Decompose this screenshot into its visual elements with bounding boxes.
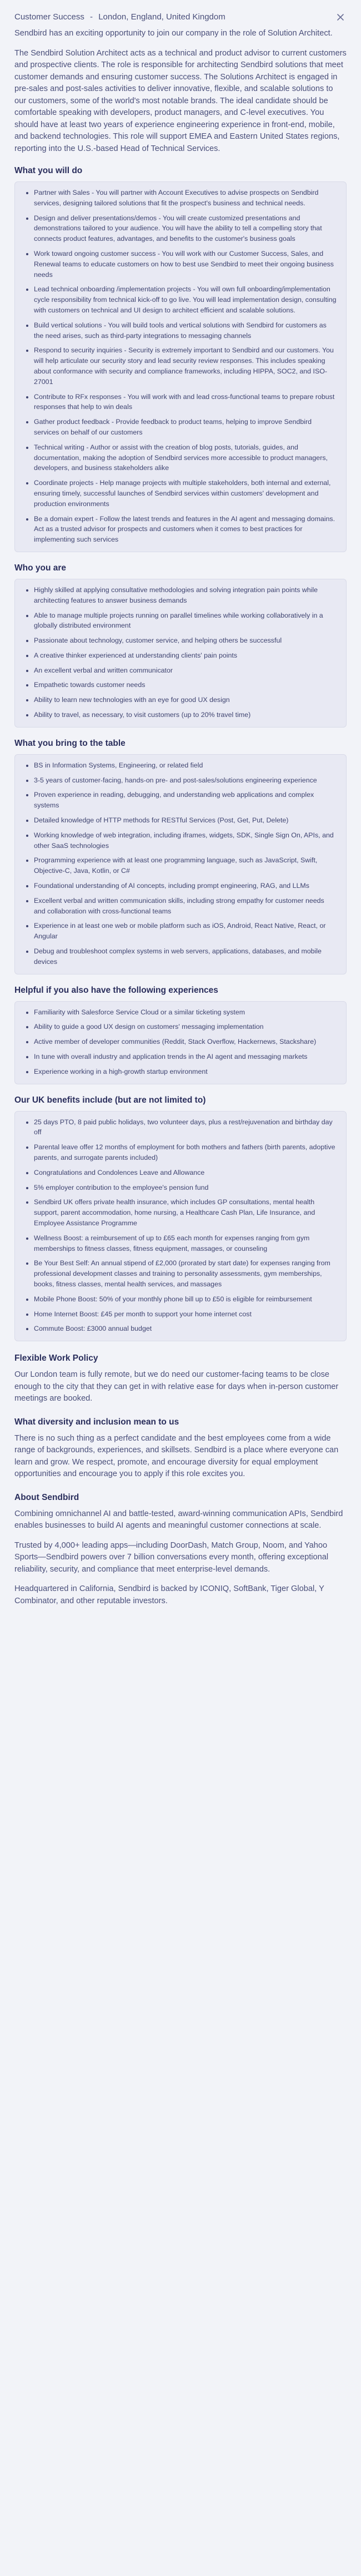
bullet-item: • Empathetic towards customer needs (34, 680, 337, 690)
job-section (14, 986, 347, 1084)
company-section (14, 1353, 347, 1405)
bullet-item: • Highly skilled at applying consultative methodologies and solving integration pain points while architecting features to answer business demands (34, 585, 337, 606)
bullet-item: • Excellent verbal and written communication skills, including strong empathy for customer needs and collaboration with cross-functional teams (34, 896, 337, 917)
bullet-item: • Coordinate projects - Help manage projects with multiple stakeholders, both internal and external, ensuring timely, successful launches of Sendbird services within customers' development and production environments (34, 478, 337, 509)
bullet-item: • Be Your Best Self: An annual stipend of £2,000 (prorated by start date) for expenses ranging from professional development classes and training to personality assessments, gym memberships, books, fitness classes, mental health services, and massages (34, 1258, 337, 1289)
section-heading: What diversity and inclusion mean to us (14, 1417, 179, 1427)
section-heading: Who you are (14, 563, 67, 573)
section-heading: About Sendbird (14, 1492, 79, 1502)
bullet-item: • Proven experience in reading, debugging, and understanding web applications and complex systems (34, 790, 337, 811)
bullet-item: • Home Internet Boost: £45 per month to support your home internet cost (34, 1309, 337, 1320)
bullet-item: • Passionate about technology, customer service, and helping others be successful (34, 635, 337, 646)
bullet-list (24, 1007, 337, 1077)
requirements-sections (14, 166, 347, 1341)
bullet-item: • Debug and troubleshoot complex systems in web servers, applications, databases, and mobile devices (34, 946, 337, 967)
bullet-item: • Experience in at least one web or mobile platform such as iOS, Android, React Native, React, or Angular (34, 921, 337, 942)
bullet-item: • Gather product feedback - Provide feedback to product teams, helping to improve Sendbird services on behalf of our customers (34, 417, 337, 438)
bullet-item: • Respond to security inquiries - Security is extremely important to Sendbird and our customers. You will help articulate our security story and lead security review responses. This includes speaking about conformance with security and compliance frameworks, including HIPPA, SOC2, and ISO-27001 (34, 345, 337, 387)
bullet-list (24, 585, 337, 720)
bullet-item: • 5% employer contribution to the employee's pension fund (34, 1183, 337, 1193)
job-section (14, 166, 347, 552)
section-heading: What you bring to the table (14, 738, 126, 748)
section-paragraph: Headquartered in California, Sendbird is backed by ICONIQ, SoftBank, Tiger Global, Y Combinator, and other reputable investors. (14, 1584, 324, 1605)
bullet-item: • Sendbird UK offers private health insurance, which includes GP consultations, mental health support, parent accommodation, home nursing, a Healthcare Cash Plan, Life Insurance, and Employee Assistance Programme (34, 1197, 337, 1228)
intro-paragraph: The Sendbird Solution Architect acts as a technical and product advisor to current customers and prospective clients. The role is responsible for architecting Sendbird solutions that meet customer demands and ensuring customer success. The Solutions Architect is engaged in pre-sales and post-sales activities to deliver innovative, flexible, and scalable solutions to our customers, some of the world's most notable brands. The ideal candidate should be comfortable speaking with developers, product managers, and C-level executives. You should have at least two years of experience engineering experience in front-end, mobile, and backend technologies. This role will support EMEA and Eastern United States regions, reporting into the U.S.-based Head of Technical Services. (14, 48, 347, 153)
bullet-item: • Ability to travel, as necessary, to visit customers (up to 20% travel time) (34, 710, 337, 720)
section-card (14, 754, 347, 974)
bullet-item: • Active member of developer communities (Reddit, Stack Overflow, Hackernews, Stackshare) (34, 1037, 337, 1047)
section-heading: Helpful if you also have the following experiences (14, 985, 218, 995)
section-card (14, 579, 347, 728)
bullet-item: • Familiarity with Salesforce Service Cloud or a similar ticketing system (34, 1007, 337, 1018)
job-section (14, 563, 347, 728)
bullet-item: • Foundational understanding of AI concepts, including prompt engineering, RAG, and LLMs (34, 881, 337, 891)
bullet-item: • Detailed knowledge of HTTP methods for RESTful Services (Post, Get, Put, Delete) (34, 815, 337, 826)
close-button[interactable] (334, 11, 347, 23)
section-card (14, 1111, 347, 1342)
bullet-item: • A creative thinker experienced at understanding clients' pain points (34, 650, 337, 661)
bullet-item: • Ability to learn new technologies with an eye for good UX design (34, 695, 337, 705)
company-sections (14, 1353, 347, 1607)
section-paragraph: Trusted by 4,000+ leading apps—including DoorDash, Match Group, Noom, and Yahoo Sports—Sendbird powers over 7 billion conversations every month, offering exceptional reliability, security, and compliance that meet enterprise-level demands. (14, 1540, 329, 1574)
bullet-item: • An excellent verbal and written communicator (34, 665, 337, 676)
bullet-list (24, 188, 337, 545)
bullet-item: • In tune with overall industry and application trends in the AI agent and messaging markets (34, 1052, 337, 1062)
bullet-item: • Partner with Sales - You will partner with Account Executives to advise prospects on Sendbird services, designing tailored solutions that fit the prospect's business and technical needs. (34, 188, 337, 209)
bullet-item: • BS in Information Systems, Engineering, or related field (34, 760, 337, 771)
bullet-item: • Congratulations and Condolences Leave and Allowance (34, 1168, 337, 1178)
section-card (14, 181, 347, 552)
bullet-item: • Able to manage multiple projects running on parallel timelines while working collaboratively in a globally distributed environment (34, 610, 337, 632)
bullet-list (24, 760, 337, 967)
bullet-item: • Lead technical onboarding /implementation projects - You will own full onboarding/implementation cycle responsibility from technical kick-off to go live. You will lead implementation design, consulting with customers on technical and UI design to architect efficient and scalable solutions. (34, 284, 337, 315)
intro-paragraph: Sendbird has an exciting opportunity to join our company in the role of Solution Architect. (14, 29, 333, 38)
company-section (14, 1493, 347, 1608)
bullet-item: • Commute Boost: £3000 annual budget (34, 1324, 337, 1334)
location-label: London, England, United Kingdom (98, 12, 225, 22)
bullet-item: • Ability to guide a good UX design on customers' messaging implementation (34, 1022, 337, 1032)
section-paragraph: Our London team is fully remote, but we do need our customer-facing teams to be close enough to the city that they can get in with relative ease for days when in-person customer meetings are booked. (14, 1370, 339, 1403)
bullet-item: • Parental leave offer 12 months of employment for both mothers and fathers (birth parents, adoptive parents, and surrogate parents included) (34, 1142, 337, 1163)
bullet-item: • 25 days PTO, 8 paid public holidays, two volunteer days, plus a rest/rejuvenation and birthday day off (34, 1117, 337, 1138)
job-section (14, 1095, 347, 1342)
bullet-item: • Working knowledge of web integration, including iframes, widgets, SDK, Single Sign On, APIs, and other SaaS technologies (34, 830, 337, 851)
bullet-item: • Wellness Boost: a reimbursement of up to £65 each month for expenses ranging from gym memberships to fitness classes, fitness equipment, massages, or counseling (34, 1233, 337, 1254)
bullet-item: • Design and deliver presentations/demos - You will create customized presentations and demonstrations tailored to your audience. You will have the ability to tell a compelling story that connects product features, advantages, and benefits to the customer's business goals (34, 213, 337, 244)
section-paragraph: There is no such thing as a perfect candidate and the best employees come from a wide range of backgrounds, experiences, and skillsets. Sendbird is a place where everyone can learn and grow. We respect, promote, and encourage diversity for equal employment opportunities and encourage you to apply if this role excites you. (14, 1433, 339, 1479)
job-section (14, 739, 347, 974)
company-section (14, 1417, 347, 1481)
section-heading: Our UK benefits include (but are not limited to) (14, 1095, 206, 1105)
bullet-item: • Mobile Phone Boost: 50% of your monthly phone bill up to £50 is eligible for reimbursement (34, 1294, 337, 1305)
bullet-item: • Programming experience with at least one programming language, such as JavaScript, Swift, Objective-C, Java, Kotlin, or C# (34, 855, 337, 876)
section-card (14, 1001, 347, 1084)
bullet-item: • Contribute to RFx responses - You will work with and lead cross-functional teams to prepare robust responses that help to win deals (34, 392, 337, 413)
bullet-item: • 3-5 years of customer-facing, hands-on pre- and post-sales/solutions engineering experience (34, 775, 337, 786)
bullet-item: • Experience working in a high-growth startup environment (34, 1067, 337, 1077)
meta-separator: - (90, 12, 93, 22)
bullet-item: • Work toward ongoing customer success - You will work with our Customer Success, Sales, and Renewal teams to educate customers on how to best use Sendbird to meet their ongoing business needs (34, 249, 337, 280)
bullet-list (24, 1117, 337, 1335)
department-label: Customer Success (14, 12, 84, 22)
bullet-item: • Be a domain expert - Follow the latest trends and features in the AI agent and messaging domains. Act as a trusted advisor for prospects and customers when it comes to best practices for implementing such services (34, 514, 337, 545)
bullet-item: • Technical writing - Author or assist with the creation of blog posts, tutorials, guides, and documentation, making the adoption of Sendbird services more accessible to product managers, developers, and business stakeholders alike (34, 442, 337, 473)
section-paragraph: Combining omnichannel AI and battle-tested, award-winning communication APIs, Sendbird enables businesses to build AI agents and meaningful customer connections at scale. (14, 1509, 343, 1531)
bullet-item: • Build vertical solutions - You will build tools and vertical solutions with Sendbird for customers as the need arises, such as third-party integrations to messaging channels (34, 320, 337, 341)
section-heading: What you will do (14, 166, 83, 175)
close-icon (337, 13, 344, 21)
job-header (14, 11, 347, 23)
job-meta (14, 11, 225, 23)
section-heading: Flexible Work Policy (14, 1353, 98, 1363)
